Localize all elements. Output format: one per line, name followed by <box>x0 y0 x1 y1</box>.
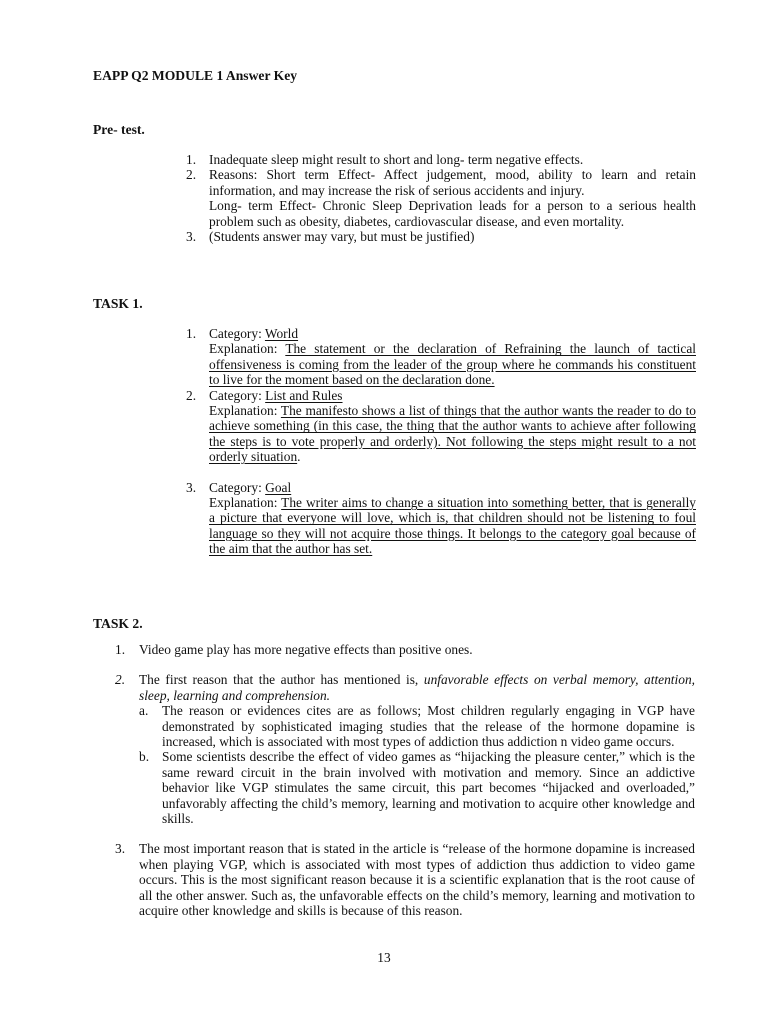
task1-item-1 <box>186 326 696 388</box>
item-number: 3. <box>115 841 126 857</box>
category-value: World <box>264 326 299 341</box>
item-number: 3. <box>186 229 197 245</box>
item-text: The most important reason that is stated in the article is “release of the hormone dopamine is increased when playing VGP, which is associated with most types of addiction thus addiction to video game occurs. This is the most significant reason because it is a scientific explanation that is the root cause of all the other answer. Such as, the unfavorable effects on the child’s memory, learning and motivation to acquire other knowledge and skills is because of this reason. <box>139 841 695 919</box>
category-prefix: Category: <box>209 387 266 403</box>
task1-item-3 <box>186 480 696 557</box>
item-text-continued: Long- term Effect- Chronic Sleep Deprivation leads for a person to a serious health problem such as obesity, diabetes, cardiovascular disease, and even mortality. <box>209 198 696 229</box>
item-text: Video game play has more negative effects than positive ones. <box>139 642 473 657</box>
explanation <box>209 495 696 557</box>
item-number: 1. <box>186 152 197 167</box>
explanation-prefix: Explanation: <box>209 495 282 511</box>
sub-item-label: a. <box>139 703 149 719</box>
sub-item-text: The reason or evidences cites are as follows; Most children regularly engaging in VGP have demonstrated by sophisticated imaging studies that the release of the hormone dopamine is increased, which is associated with most types of addiction thus addiction n video game occurs. <box>162 703 695 750</box>
page-number: 13 <box>377 950 391 965</box>
task1-item-2 <box>186 388 696 465</box>
category-value: Goal <box>265 479 292 495</box>
task1-list <box>186 326 696 557</box>
item-number: 2. <box>186 387 197 403</box>
explanation-prefix: Explanation: <box>209 341 286 357</box>
item-text <box>139 672 695 703</box>
category-line <box>209 388 696 403</box>
item-number: 2. <box>186 167 197 183</box>
item-text: (Students answer may vary, but must be justified) <box>209 229 475 245</box>
item-number: 1. <box>115 642 126 657</box>
category-value: List and Rules <box>265 387 343 403</box>
task2-item-3 <box>115 841 695 918</box>
item-text-italic: unfavorable effects on verbal memory, attention, sleep, learning and comprehension. <box>139 672 695 703</box>
explanation <box>209 341 696 387</box>
pretest-list <box>186 152 696 244</box>
pretest-heading: Pre- test. <box>93 122 145 137</box>
item-text: Inadequate sleep might result to short and long- term negative effects. <box>209 152 584 167</box>
task2-list <box>115 642 695 919</box>
sub-item-b <box>139 749 695 826</box>
category-prefix: Category: <box>209 479 266 495</box>
sub-item-text: Some scientists describe the effect of video games as “hijacking the pleasure center,” which is the same reward circuit in the brain involved with motivation and memory. Since an addictive behavior like VGP stimulates the same circuit, this part becomes “hijacked and overloaded,” unfavorably affecting the child’s memory, learning and motivation to acquire other knowledge and skills. <box>162 749 695 827</box>
task2-item-1 <box>115 642 695 657</box>
task2-heading: TASK 2. <box>93 616 143 631</box>
explanation-text: The statement or the declaration of Refraining the launch of tactical offensiveness is coming from the leader of the group where he commands his constituent to live for the moment based on the declaration done. <box>209 341 696 388</box>
sub-item-a <box>139 703 695 749</box>
explanation-text: The manifesto shows a list of things that the author wants the reader to do to achieve something (in this case, the thing that the author wants to achieve after following the steps is to vote properly and orderly). Not following the steps might result to a not orderly situation <box>209 403 696 465</box>
item-text: Reasons: Short term Effect- Affect judgement, mood, ability to learn and retain information, and may increase the risk of serious accidents and injury. <box>209 167 696 198</box>
pretest-item-2 <box>186 167 696 229</box>
task2-item-2 <box>115 672 695 826</box>
pretest-item-1 <box>186 152 696 167</box>
explanation-end: . <box>297 449 301 465</box>
item-number: 2. <box>115 672 126 688</box>
explanation-prefix: Explanation: <box>209 403 281 419</box>
item-number: 3. <box>186 479 197 495</box>
category-line <box>209 326 696 341</box>
category-prefix: Category: <box>209 326 265 341</box>
item-text-lead: The first reason that the author has mentioned is, <box>139 672 424 688</box>
category-line <box>209 480 696 495</box>
pretest-item-3 <box>186 229 696 244</box>
explanation <box>209 403 696 465</box>
document-title: EAPP Q2 MODULE 1 Answer Key <box>93 68 298 83</box>
explanation-text: The writer aims to change a situation into something better, that is generally a picture that everyone will love, which is, that children should not be listening to foul language so they will not acquire those things. It belongs to the category goal because of the aim that the author has set. <box>209 495 696 557</box>
item-number: 1. <box>186 326 197 341</box>
sub-item-label: b. <box>139 749 150 765</box>
task1-heading: TASK 1. <box>93 296 143 311</box>
